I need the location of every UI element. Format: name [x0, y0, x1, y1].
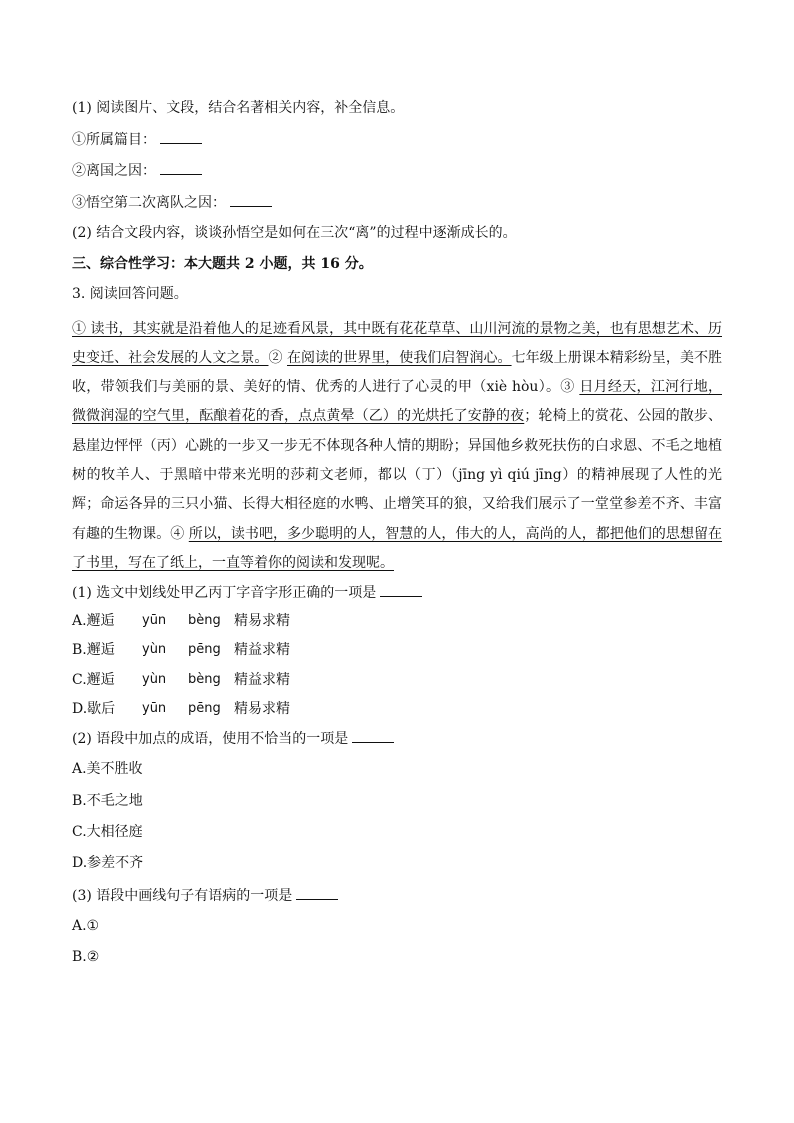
answer-blank[interactable] [352, 728, 394, 743]
question-3-3-text: (3) 语段中画线句子有语病的一项是 [72, 887, 293, 904]
reading-passage [72, 315, 722, 579]
marker-3: ③ [560, 379, 580, 396]
option-a[interactable] [72, 611, 722, 631]
question-3-2-stem [72, 728, 722, 749]
pinyin-2: bèng [188, 671, 221, 687]
idiom: 精益求精 [234, 642, 290, 659]
section-heading: 三、综合性学习：本大题共 2 小题，共 16 分。 [72, 255, 373, 272]
question-1-stem: (1) 阅读图片、文段，结合名著相关内容，补全信息。 [72, 100, 405, 116]
option-c[interactable]: C.大相径庭 [72, 824, 143, 841]
marker-2: ② [268, 349, 288, 366]
question-2-stem: (2) 结合文段内容，谈谈孙悟空是如何在三次“离”的过程中逐渐成长的。 [72, 225, 517, 241]
answer-blank[interactable] [380, 582, 422, 597]
answer-blank[interactable] [160, 160, 202, 175]
sentence-2: 在阅读的世界里，使我们启智润心。 [287, 349, 512, 366]
option-d[interactable] [72, 699, 722, 719]
answer-blank[interactable] [296, 885, 338, 900]
item-3 [72, 192, 722, 213]
pinyin-2: bèng [188, 613, 221, 629]
idiom: 精益求精 [234, 671, 290, 688]
idiom: 精易求精 [234, 700, 290, 717]
option-label: B.邂逅 [72, 642, 115, 659]
pinyin-2: pēng [188, 642, 221, 658]
answer-blank[interactable] [160, 129, 202, 144]
sentence-4: 所以，读书吧，多少聪明的人，智慧的人，伟大的人，高尚的人，都把他们的思想留在了书里，写在了纸上，一直等着你的阅读和发现呢。 [72, 525, 723, 571]
pinyin-2: pēng [188, 700, 221, 716]
option-a[interactable]: A.① [72, 918, 100, 935]
pinyin-1: yùn [142, 642, 167, 658]
option-d[interactable]: D.参差不齐 [72, 855, 144, 872]
pinyin-1: yūn [142, 613, 167, 629]
option-b[interactable] [72, 640, 722, 660]
question-3-title: 3. 阅读回答问题。 [72, 286, 188, 302]
pinyin-1: yùn [142, 671, 167, 687]
document-page [72, 98, 722, 979]
option-label: D.歇后 [72, 700, 116, 717]
sentence-1: ① 读书，其实就是沿着他人的足迹看风景，其中既有花花草草、山川河流的景物之美，也有思想艺术、历史变迁、社会发展的人文之景。 [72, 320, 722, 366]
option-a[interactable]: A.美不胜收 [72, 761, 143, 778]
marker-4: ④ [170, 525, 189, 542]
text-2: 七年级上册课本精彩纷呈，美不胜收，带领我们与美丽的景、美好的情、优秀的人进行了心灵的甲（xiè hòu）。 [72, 349, 723, 396]
answer-blank[interactable] [230, 192, 272, 207]
item-2 [72, 160, 722, 181]
option-c[interactable] [72, 670, 722, 690]
text-3: ；轮椅上的赏花、公园的散步、悬崖边怦怦（丙）心跳的一步又一步无不体现各种人情的期盼；异国他乡救死扶伤的白求恩、不毛之地植树的牧羊人、于黑暗中带来光明的莎莉文老师，都以（丁）（jīng yì qiú jīng）的精神展现了人性的光辉；命运各异的三只小猫、长得大相径庭的水鸭、止增笑耳的狼，又给我们展示了一堂堂参差不齐、丰富有趣的生物课。 [72, 408, 722, 542]
option-label: C.邂逅 [72, 671, 115, 688]
item-2-label: ②离国之因： [72, 163, 156, 179]
option-b[interactable]: B.② [72, 949, 100, 966]
question-3-1-text: (1) 选文中划线处甲乙丙丁字音字形正确的一项是 [72, 585, 377, 602]
sentence-3: 日月经天，江河行地，微微润湿的空气里，酝酿着花的香，点点黄晕（乙）的光烘托了安静的夜 [72, 379, 722, 425]
question-3-3-stem [72, 885, 722, 906]
option-label: A.邂逅 [72, 613, 115, 630]
option-b[interactable]: B.不毛之地 [72, 792, 143, 809]
item-3-label: ③悟空第二次离队之因： [72, 194, 226, 211]
item-1 [72, 129, 722, 150]
idiom: 精易求精 [234, 613, 290, 630]
item-1-label: ①所属篇目： [72, 131, 156, 148]
question-3-1-stem [72, 582, 722, 603]
question-3-2-text: (2) 语段中加点的成语，使用不恰当的一项是 [72, 730, 349, 747]
pinyin-1: yūn [142, 700, 167, 716]
